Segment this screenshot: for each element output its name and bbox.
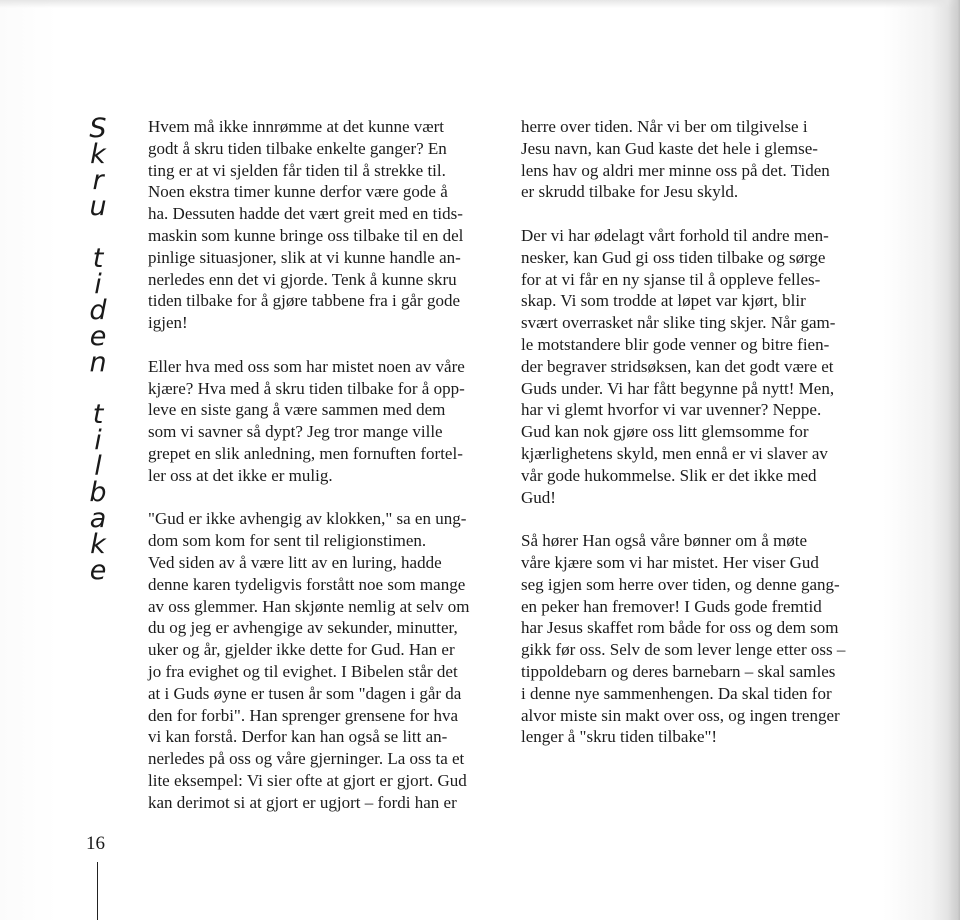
title-letter: d — [89, 295, 107, 326]
paragraph: herre over tiden. Når vi ber om tilgivelse i Jesu navn, kan Gud kaste det hele i glemse- lens hav og aldri mer minne oss på det. Tiden er skrudd tilbake for Jesu skyld. — [521, 117, 830, 202]
title-letter: e — [89, 555, 107, 586]
text-column-left — [148, 116, 510, 814]
title-letter: u — [89, 191, 107, 222]
title-letter: b — [89, 477, 107, 508]
title-letter: k — [90, 139, 106, 170]
title-letter: i — [94, 269, 102, 300]
title-letter: t — [92, 243, 104, 274]
paragraph: Hvem må ikke innrømme at det kunne vært godt å skru tiden tilbake enkelte ganger? En ting er at vi sjelden får tiden til å strekke til. Noen ekstra timer kunne derfor være gode å ha. Dessuten hadde det vært greit med en tids- maskin som kunne bringe oss tilbake til en del pinlige situasjoner, slik at vi kunne handle an- nerledes enn det vi gjorde. Tenk å kunne skru tiden tilbake for å gjøre tabbene fra i går gode igjen! — [148, 117, 464, 333]
paragraph: "Gud er ikke avhengig av klokken," sa en ung- dom som kom for sent til religionstimen. Ved siden av å være litt av en luring, hadde denne karen tydeligvis forstått noe som mange av oss glemmer. Han skjønte nemlig at selv om du og jeg er avhengige av sekunder, minutter, uker og år, gjelder ikke dette for Gud. Han er jo fra evighet og til evighet. I Bibelen står det at i Guds øyne er tusen år som "dagen i går da den for forbi". Han sprenger grensene for hva vi kan forstå. Derfor kan han også se litt an- nerledes på oss og våre gjerninger. La oss ta et lite eksempel: Vi sier ofte at gjort er gjort. Gud kan derimot si at gjort er ugjort – fordi han er — [148, 509, 470, 812]
title-letter: l — [94, 451, 102, 482]
page-gutter-shadow — [948, 0, 960, 920]
page-number: 16 — [86, 833, 105, 854]
vertical-title — [86, 113, 110, 586]
text-column-right — [521, 116, 883, 748]
paragraph: Eller hva med oss som har mistet noen av våre kjære? Hva med å skru tiden tilbake for å opp- leve en siste gang å være sammen med dem som vi savner så dypt? Jeg tror mange ville grepet en slik anledning, men fornuften fortel- ler oss at det ikke er mulig. — [148, 356, 465, 485]
page-top-shadow — [0, 0, 960, 8]
title-letter: e — [89, 321, 107, 352]
paragraph: Der vi har ødelagt vårt forhold til andre men- nesker, kan Gud gi oss tiden tilbake og sørge for at vi får en ny sjanse til å oppleve felles- skap. Vi som trodde at løpet var kjørt, blir svært overrasket når slike ting skjer. Når gam- le motstandere blir gode venner og bitre fien- der begraver stridsøksen, kan det godt være et Guds under. Vi har fått begynne på nytt! Men, har vi glemt hvorfor vi var uvenner? Neppe. Gud kan nok gjøre oss litt glemsomme for kjærlighetens skyld, men ennå er vi slaver av vår gode hukommelse. Slik er det ikke med Gud! — [521, 225, 836, 507]
title-letter: n — [89, 347, 107, 378]
title-letter: a — [89, 503, 107, 534]
title-letter: r — [92, 165, 104, 196]
paragraph: Så hører Han også våre bønner om å møte våre kjære som vi har mistet. Her viser Gud seg igjen som herre over tiden, og denne gang- en peker han fremover! I Guds gode fremtid har Jesus skaffet rom både for oss og dem som gikk før oss. Selv de som lever lenge etter oss – tippoldebarn og deres barnebarn – skal samles i denne nye sammenhengen. Da skal tiden for alvor miste sin makt over oss, og ingen trenger lenger å "skru tiden tilbake"! — [521, 531, 846, 747]
title-letter: k — [90, 529, 106, 560]
folio-rule — [97, 862, 98, 920]
title-letter: t — [92, 399, 104, 430]
title-letter: i — [94, 425, 102, 456]
title-letter: S — [89, 113, 107, 144]
